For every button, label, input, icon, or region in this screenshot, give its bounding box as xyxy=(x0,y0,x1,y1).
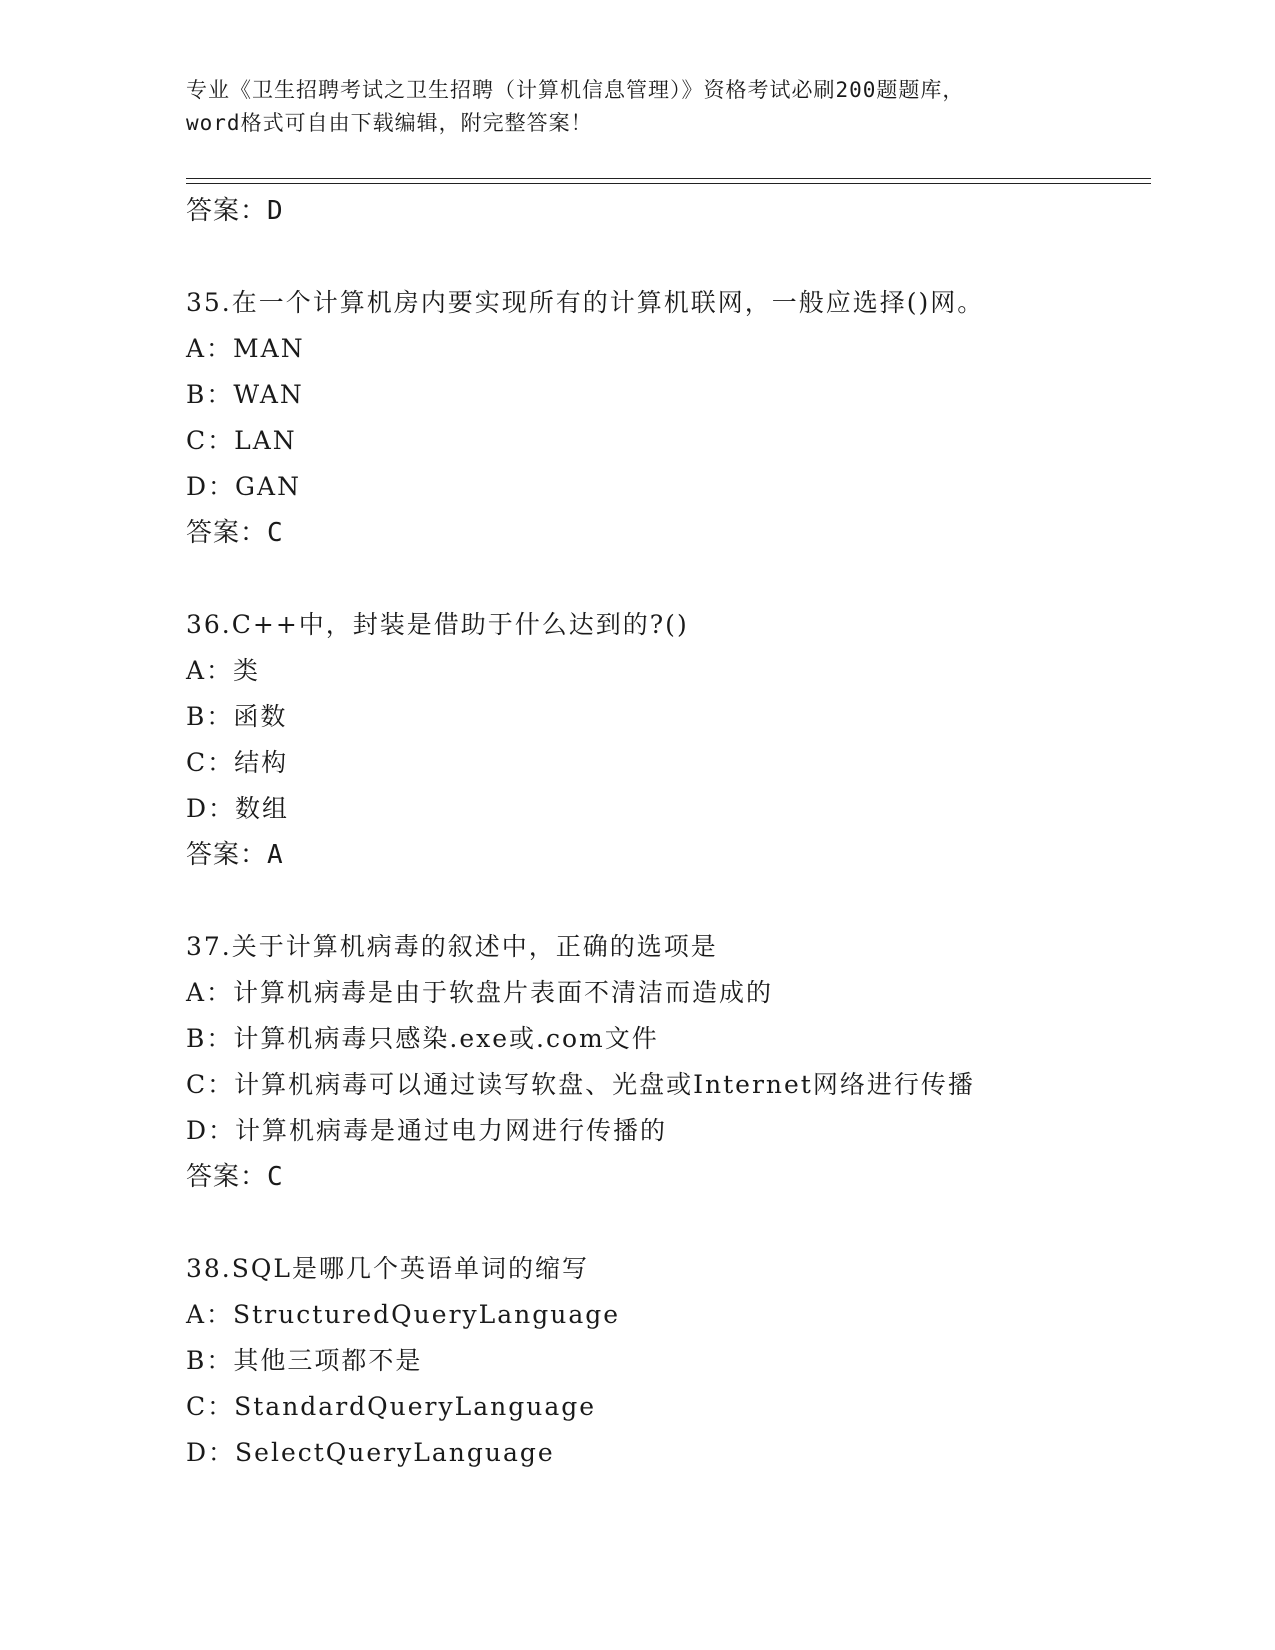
option-b: B：计算机病毒只感染.exe或.com文件 xyxy=(186,1024,659,1053)
option-d: D：数组 xyxy=(186,794,290,823)
answer-prefix: 答案： xyxy=(186,1162,268,1192)
question-answer xyxy=(186,1154,1146,1200)
header-line-2: word格式可自由下载编辑，附完整答案！ xyxy=(186,111,593,135)
question-stem: 37.关于计算机病毒的叙述中，正确的选项是 xyxy=(186,932,718,961)
option-c: C：LAN xyxy=(186,426,297,455)
question-stem: 35.在一个计算机房内要实现所有的计算机联网，一般应选择()网。 xyxy=(186,288,985,317)
question-stem: 38.SQL是哪几个英语单词的缩写 xyxy=(186,1254,589,1283)
question-answer xyxy=(186,510,1146,556)
question-35 xyxy=(186,280,1146,556)
answer-prefix: 答案： xyxy=(186,518,268,548)
question-36 xyxy=(186,602,1146,878)
question-stem: 36.C++中，封装是借助于什么达到的?() xyxy=(186,610,689,639)
option-d: D：计算机病毒是通过电力网进行传播的 xyxy=(186,1116,668,1145)
question-38 xyxy=(186,1246,1146,1476)
option-c: C：结构 xyxy=(186,748,289,777)
header-divider-top xyxy=(186,178,1151,179)
option-b: B：WAN xyxy=(186,380,304,409)
option-a: A：计算机病毒是由于软盘片表面不清洁而造成的 xyxy=(186,978,774,1007)
answer-value: A xyxy=(267,840,284,870)
header-divider-bottom xyxy=(186,183,1151,184)
option-a: A：StructuredQueryLanguage xyxy=(186,1300,621,1329)
option-c: C：StandardQueryLanguage xyxy=(186,1392,597,1421)
answer-value: C xyxy=(267,1162,284,1192)
option-c: C：计算机病毒可以通过读写软盘、光盘或Internet网络进行传播 xyxy=(186,1070,975,1099)
question-answer xyxy=(186,832,1146,878)
previous-answer xyxy=(186,188,1146,234)
option-a: A：MAN xyxy=(186,334,305,363)
option-d: D：SelectQueryLanguage xyxy=(186,1438,555,1467)
answer-value: C xyxy=(267,518,284,548)
document-header xyxy=(186,74,1106,140)
header-line-1: 专业《卫生招聘考试之卫生招聘（计算机信息管理）》资格考试必刷200题题库， xyxy=(186,78,965,102)
question-list xyxy=(186,188,1146,1476)
answer-value: D xyxy=(267,196,284,226)
option-a: A：类 xyxy=(186,656,261,685)
option-b: B：其他三项都不是 xyxy=(186,1346,423,1375)
option-d: D：GAN xyxy=(186,472,301,501)
answer-prefix: 答案： xyxy=(186,196,268,226)
answer-prefix: 答案： xyxy=(186,840,268,870)
question-37 xyxy=(186,924,1146,1200)
option-b: B：函数 xyxy=(186,702,288,731)
